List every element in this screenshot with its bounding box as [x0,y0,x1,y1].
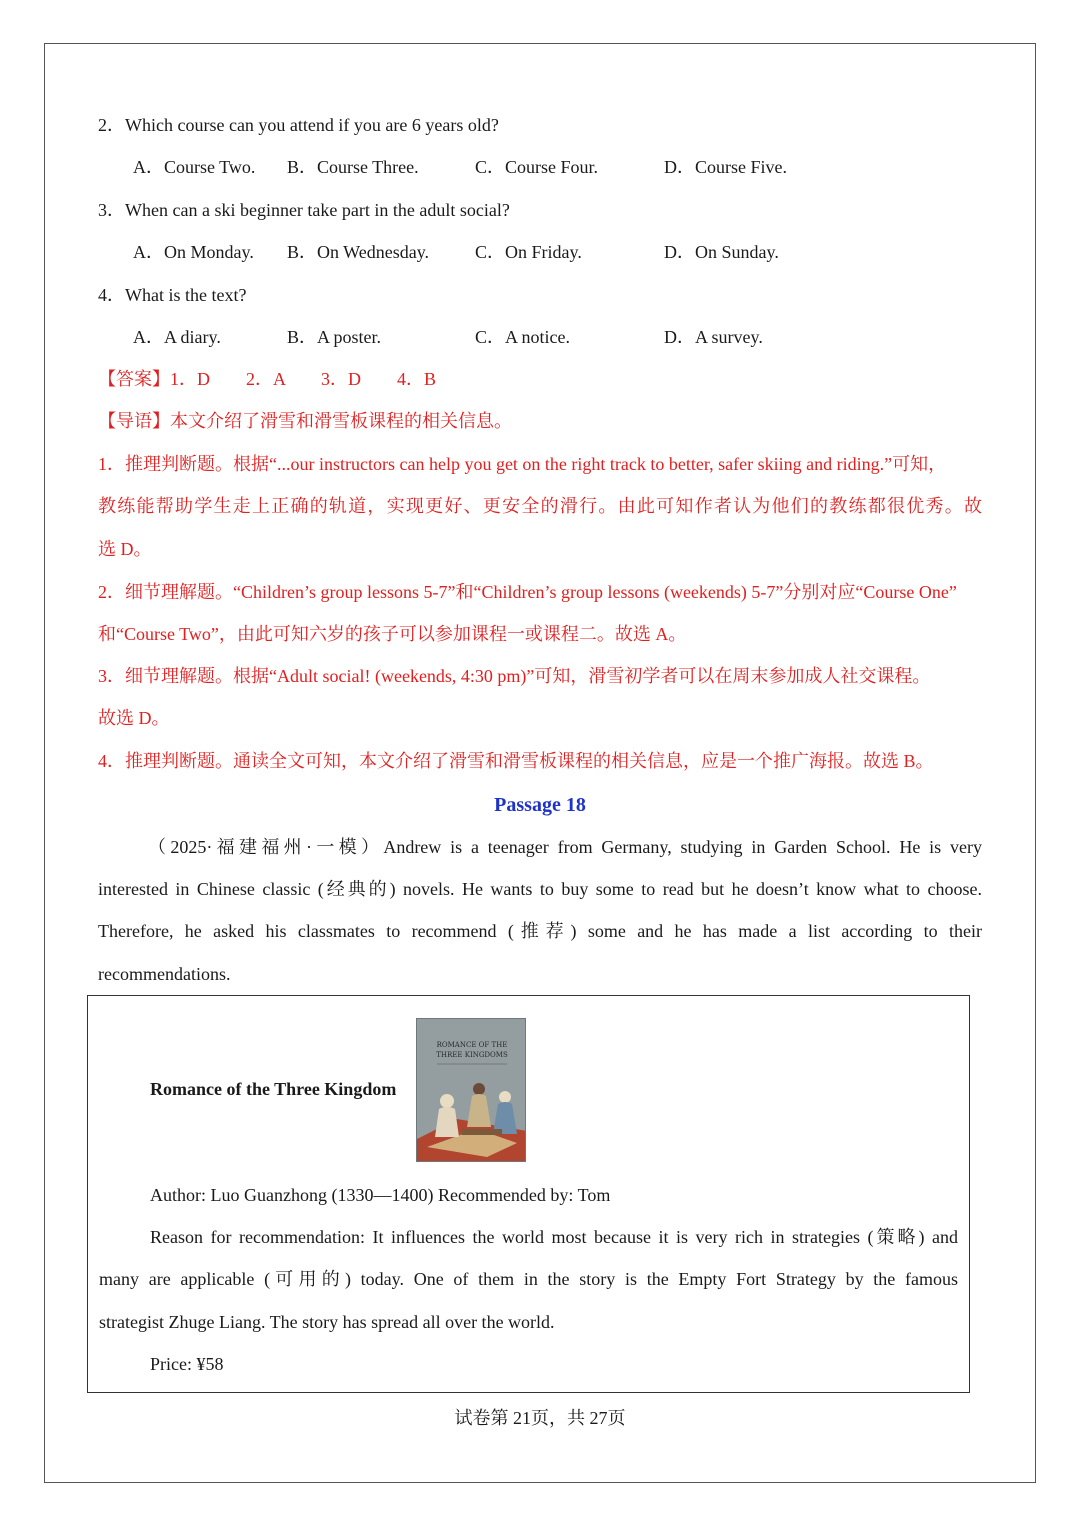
q2-option-c: C．Course Four. [475,157,599,177]
page-footer: 试卷第 21页，共 27页 [454,1408,626,1428]
explanation-1-line-3: 选 D。 [98,539,152,559]
cover-title-line-1: ROMANCE OF THE [436,1041,508,1049]
q2-option-a: A．Course Two. [133,157,256,177]
passage-line-1: （2025·福建福州·一模）Andrew is a teenager from Germany, studying in Garden School. He is very [148,837,982,857]
passage-title: Passage 18 [494,794,586,816]
q3-option-d: D．On Sunday. [664,242,779,262]
book-card [87,995,970,1393]
guide-text: 【导语】本文介绍了滑雪和滑雪板课程的相关信息。 [98,411,512,431]
q2-option-b: B．Course Three. [287,157,419,177]
q4-option-b: B．A poster. [287,327,382,347]
explanation-2-line-2: 和“Course Two”，由此可知六岁的孩子可以参加课程一或课程二。故选 A。 [98,624,687,644]
explanation-1-line-2: 教练能帮助学生走上正确的轨道，实现更好、更安全的滑行。由此可知作者认为他们的教练都很优秀。故 [98,496,982,516]
explanation-2-line-1: 2．细节理解题。“Children’s group lessons 5-7”和“Children’s group lessons (weekends) 5-7”分别对应“Course One” [98,582,957,602]
question-4-stem: 4．What is the text? [98,285,247,305]
book-reason-line-3: strategist Zhuge Liang. The story has spread all over the world. [99,1312,555,1332]
book-cover-illustration [417,1019,526,1162]
q4-option-a: A．A diary. [133,327,221,347]
explanation-1-line-1: 1．推理判断题。根据“...our instructors can help you get on the right track to better, safer skiing and riding.”可知， [98,454,947,474]
book-cover-image [416,1018,526,1162]
book-title: Romance of the Three Kingdom [150,1079,397,1099]
cover-title-line-2: THREE KINGDOMS [436,1051,508,1059]
explanation-3-line-2: 故选 D。 [98,708,170,728]
passage-line-2: interested in Chinese classic (经典的) novels. He wants to buy some to read but he doesn’t know what to choose. [98,879,982,899]
book-price: Price: ¥58 [150,1354,224,1374]
explanation-3-line-1: 3．细节理解题。根据“Adult social! (weekends, 4:30 pm)”可知，滑雪初学者可以在周末参加成人社交课程。 [98,666,931,686]
q4-option-c: C．A notice. [475,327,570,347]
book-author-line: Author: Luo Guanzhong (1330—1400) Recommended by: Tom [150,1185,611,1205]
explanation-4-line-1: 4．推理判断题。通读全文可知，本文介绍了滑雪和滑雪板课程的相关信息，应是一个推广海报。故选 B。 [98,751,934,771]
q4-option-d: D．A survey. [664,327,763,347]
question-3-stem: 3．When can a ski beginner take part in the adult social? [98,200,510,220]
book-reason-line-1: Reason for recommendation: It influences the world most because it is very rich in strategies (策略) and [150,1227,958,1247]
passage-line-3: Therefore, he asked his classmates to recommend (推荐) some and he has made a list according to their [98,921,982,941]
q3-option-c: C．On Friday. [475,242,582,262]
q3-option-b: B．On Wednesday. [287,242,430,262]
answer-key: 【答案】1．D 2．A 3．D 4．B [98,369,437,389]
passage-line-4: recommendations. [98,964,231,984]
q3-option-a: A．On Monday. [133,242,254,262]
q2-option-d: D．Course Five. [664,157,787,177]
book-reason-line-2: many are applicable (可用的) today. One of them in the story is the Empty Fort Strategy by the famous [99,1269,958,1289]
question-2-stem: 2．Which course can you attend if you are 6 years old? [98,115,499,135]
